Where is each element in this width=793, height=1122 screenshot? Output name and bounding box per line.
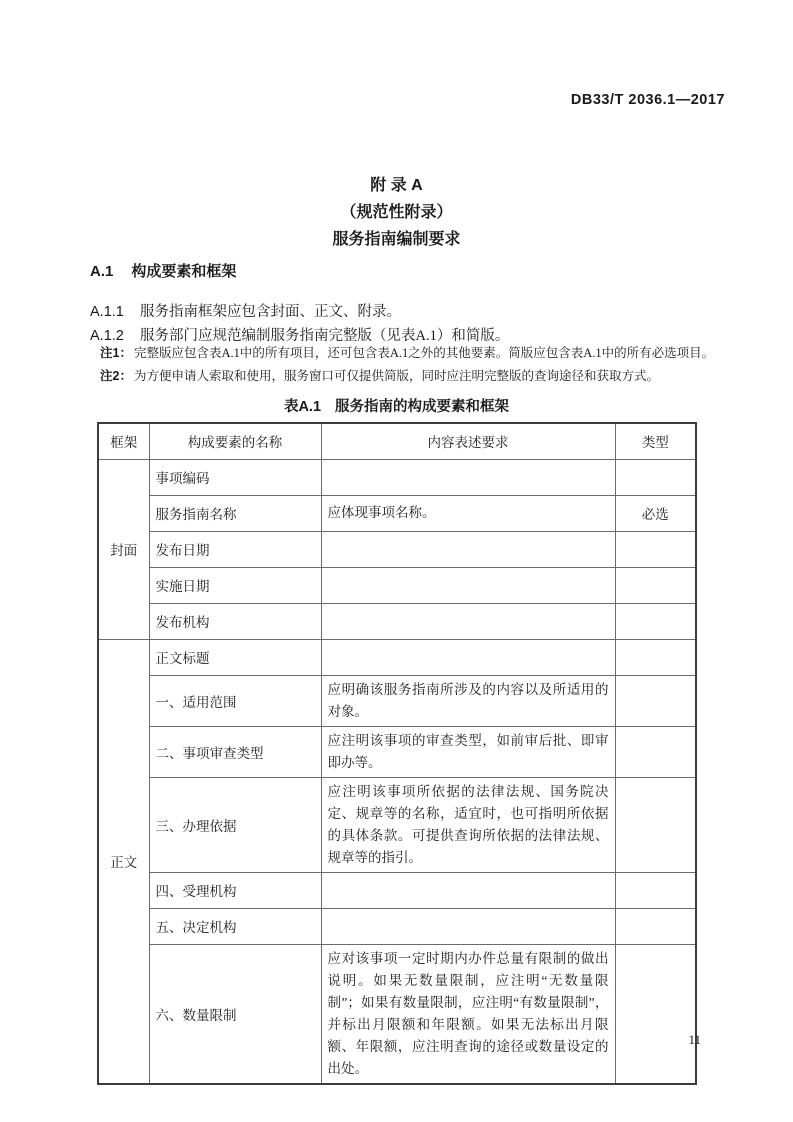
element-name-cell: 服务指南名称 <box>149 495 321 531</box>
content-cell <box>321 531 615 567</box>
type-cell <box>615 872 696 908</box>
content-cell: 应对该事项一定时期内办件总量有限制的做出说明。如果无数量限制，应注明“无数量限制”；如果有数量限制，应注明“有数量限制”，并标出月限额和年限额。如果无法标出月限额、年限额，应注明查询的途径或数量设定的出处。 <box>321 944 615 1084</box>
content-cell <box>321 567 615 603</box>
element-name-cell: 发布日期 <box>149 531 321 567</box>
content-cell <box>321 459 615 495</box>
element-name-cell: 发布机构 <box>149 603 321 639</box>
appendix-title-line1: 附 录 A <box>370 177 423 194</box>
appendix-title-block <box>0 172 793 253</box>
element-name-cell: 三、办理依据 <box>149 777 321 872</box>
table-caption-number: 表A.1 <box>283 399 322 415</box>
table-row <box>98 777 696 872</box>
table-row <box>98 908 696 944</box>
table-row <box>98 726 696 777</box>
content-cell: 应明确该服务指南所涉及的内容以及所适用的对象。 <box>321 675 615 726</box>
header-frame: 框架 <box>98 423 149 459</box>
header-element-name: 构成要素的名称 <box>149 423 321 459</box>
content-cell: 应体现事项名称。 <box>321 495 615 531</box>
type-cell <box>615 531 696 567</box>
page-number: 11 <box>688 1032 701 1047</box>
table-row <box>98 495 696 531</box>
section-heading <box>90 260 236 281</box>
type-cell <box>615 459 696 495</box>
clause-a12-number: A.1.2 <box>90 328 124 344</box>
element-name-cell: 一、适用范围 <box>149 675 321 726</box>
standard-number-header: DB33/T 2036.1—2017 <box>570 92 725 108</box>
section-heading-text: 构成要素和框架 <box>131 263 237 280</box>
section-heading-number: A.1 <box>90 263 114 280</box>
content-cell: 应注明该事项的审查类型，如前审后批、即审即办等。 <box>321 726 615 777</box>
type-cell: 必选 <box>615 495 696 531</box>
note-1-label: 注1： <box>100 346 132 360</box>
appendix-title-line3: 服务指南编制要求 <box>332 231 461 248</box>
element-name-cell: 五、决定机构 <box>149 908 321 944</box>
elements-framework-table <box>97 422 697 1085</box>
clause-a11-number: A.1.1 <box>90 304 124 320</box>
content-cell: 应注明该事项所依据的法律法规、国务院决定、规章等的名称，适宜时，也可指明所依据的具体条款。可提供查询所依据的法律法规、规章等的指引。 <box>321 777 615 872</box>
clause-a12 <box>90 324 509 345</box>
type-cell <box>615 675 696 726</box>
type-cell <box>615 944 696 1084</box>
element-name-cell: 四、受理机构 <box>149 872 321 908</box>
table-row <box>98 944 696 1084</box>
content-cell <box>321 639 615 675</box>
element-name-cell: 正文标题 <box>149 639 321 675</box>
clause-a11 <box>90 300 401 321</box>
element-name-cell: 事项编码 <box>149 459 321 495</box>
type-cell <box>615 777 696 872</box>
type-cell <box>615 567 696 603</box>
header-type: 类型 <box>615 423 696 459</box>
note-1 <box>100 345 748 361</box>
table-caption-text: 服务指南的构成要素和框架 <box>335 399 510 415</box>
table-row <box>98 531 696 567</box>
note-2-label: 注2： <box>100 369 132 383</box>
table-caption <box>0 395 793 416</box>
type-cell <box>615 639 696 675</box>
table-row <box>98 639 696 675</box>
element-name-cell: 六、数量限制 <box>149 944 321 1084</box>
table-row <box>98 567 696 603</box>
table-header-row <box>98 423 696 459</box>
note-1-text: 完整版应包含表A.1中的所有项目，还可包含表A.1之外的其他要素。简版应包含表A.1中的所有必选项目。 <box>133 346 715 360</box>
type-cell <box>615 908 696 944</box>
table-row <box>98 872 696 908</box>
table-row <box>98 675 696 726</box>
table-row <box>98 459 696 495</box>
type-cell <box>615 603 696 639</box>
clause-a12-text: 服务部门应规范编制服务指南完整版（见表A.1）和简版。 <box>140 328 510 344</box>
type-cell <box>615 726 696 777</box>
note-2-text: 为方便申请人索取和使用，服务窗口可仅提供简版，同时应注明完整版的查询途径和获取方式。 <box>133 369 659 383</box>
content-cell <box>321 908 615 944</box>
group-cell-body: 正文 <box>98 639 149 1084</box>
header-content-requirement: 内容表述要求 <box>321 423 615 459</box>
content-cell <box>321 603 615 639</box>
element-name-cell: 实施日期 <box>149 567 321 603</box>
appendix-title-line2: （规范性附录） <box>340 204 453 221</box>
clause-a11-text: 服务指南框架应包含封面、正文、附录。 <box>140 304 401 320</box>
element-name-cell: 二、事项审查类型 <box>149 726 321 777</box>
group-cell-cover: 封面 <box>98 459 149 639</box>
table-row <box>98 603 696 639</box>
content-cell <box>321 872 615 908</box>
note-2 <box>100 368 748 384</box>
